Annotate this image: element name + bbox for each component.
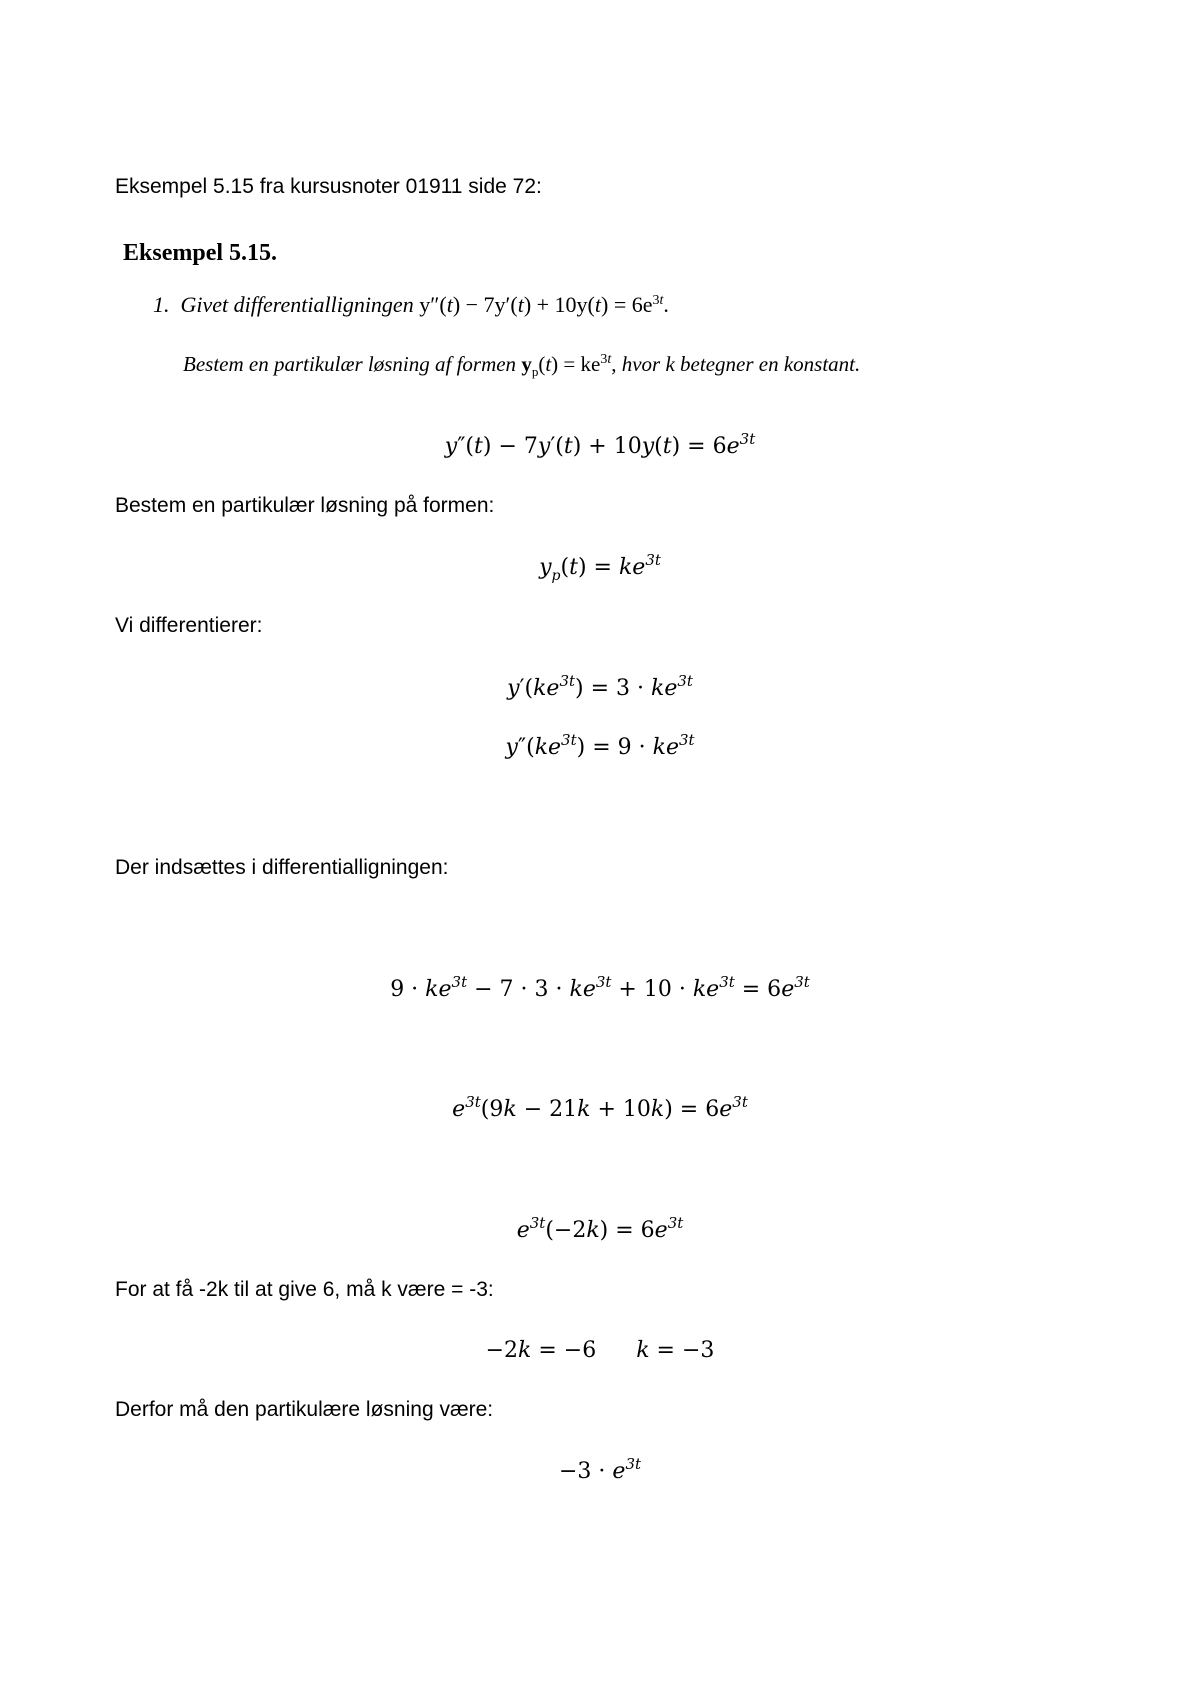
text-conclusion: Derfor må den partikulære løsning være: — [115, 1398, 494, 1421]
equation-solve: −2k = −6 k = −3 — [485, 1338, 715, 1363]
text-insert: Der indsættes i differentialligningen: — [115, 856, 449, 879]
excerpt-item-text: Givet differentialligningen — [180, 292, 414, 317]
text-differentiate: Vi differentierer: — [115, 614, 263, 637]
equation-substituted: $9 \cdot ke^{3t} - 7 \cdot 3 \cdot ke^{3t} + 10 \cdot ke^{3t} = 6e^{3t}$ — [390, 973, 810, 1002]
equation-result: $-3 \cdot e^{3t}$ — [558, 1455, 642, 1484]
excerpt-sub-text-before: Bestem en partikulær løsning af formen — [183, 352, 517, 376]
equation-factored: $e^{3t}(9k - 21k + 10k) = 6e^{3t}$ — [452, 1093, 748, 1122]
excerpt-heading: Eksempel 5.15. — [123, 240, 278, 266]
equation-second-derivative: $y''(ke^{3t}) = 9 \cdot ke^{3t}$ — [505, 731, 695, 760]
excerpt-sub-text-after: hvor k betegner en konstant. — [621, 352, 861, 376]
equation-first-derivative: $y'(ke^{3t}) = 3 \cdot ke^{3t}$ — [507, 672, 693, 701]
text-determine: Bestem en partikulær løsning på formen: — [115, 494, 495, 517]
text-explain: For at få -2k til at give 6, må k være = -3: — [115, 1278, 494, 1301]
equation-simplified: $e^{3t}(-2k) = 6e^{3t}$ — [516, 1214, 684, 1243]
intro-line: Eksempel 5.15 fra kursusnoter 01911 side 72: — [115, 175, 542, 198]
excerpt-item-number: 1. — [153, 292, 170, 317]
textbook-excerpt — [120, 240, 1020, 380]
excerpt-subtask — [183, 352, 860, 377]
excerpt-item-equation: $y''(t) - 7y'(t) + 10y(t) = 6e^{3t}$. — [419, 292, 669, 317]
equation-ode: $y''(t) - 7y'(t) + 10y(t) = 6e^{3t}$ — [444, 430, 756, 459]
excerpt-item — [153, 292, 669, 318]
equation-particular-form: $y_p(t) = ke^{3t}$ — [539, 551, 661, 584]
excerpt-sub-equation: $y_p(t) = ke^{3t}$, — [521, 352, 617, 379]
